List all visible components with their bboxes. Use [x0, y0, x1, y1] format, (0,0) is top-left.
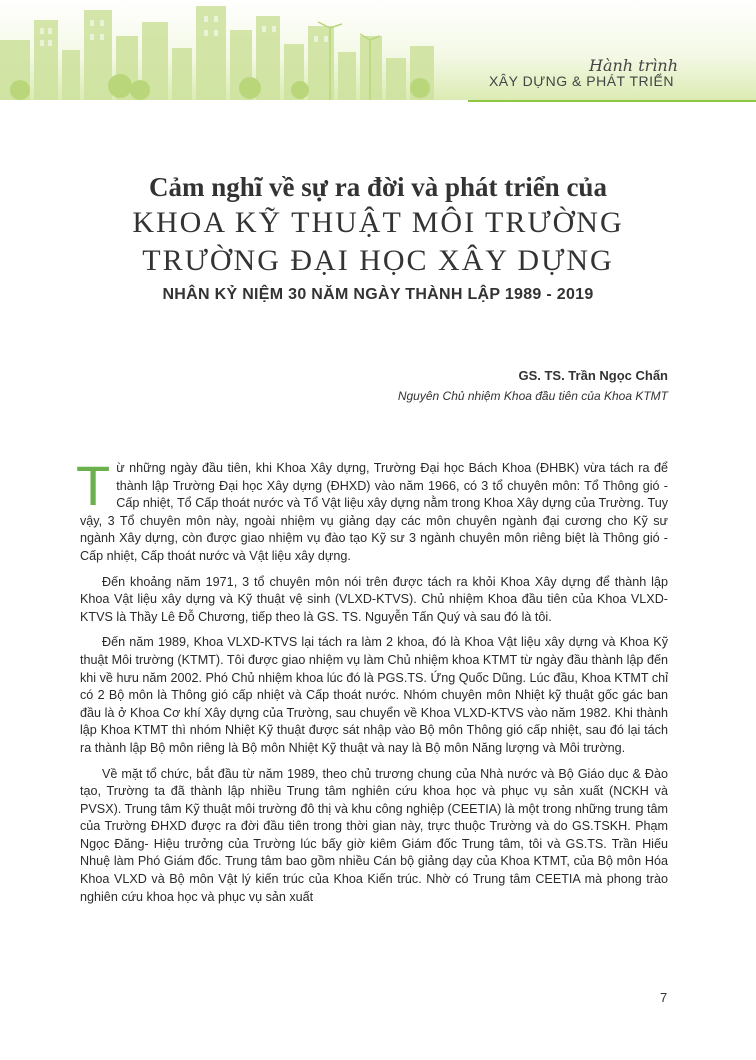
title-line-3: TRƯỜNG ĐẠI HỌC XÂY DỰNG	[142, 244, 614, 277]
title-line-2: KHOA KỸ THUẬT MÔI TRƯỜNG	[132, 206, 624, 239]
header-banner	[0, 0, 756, 100]
paragraph-3: Đến năm 1989, Khoa VLXD-KTVS lại tách ra làm 2 khoa, đó là Khoa Vật liệu xây dựng và Khoa Kỹ thuật Môi trường (KTMT). Tôi được giao nhiệm vụ làm Chủ nhiệm khoa KTMT từ ngày đầu thành lập đến khi về hưu năm 2002. Phó Chủ nhiệm khoa lúc đó là PGS.TS. Ứng Quốc Dũng. Lúc đầu, Khoa KTMT chỉ có 2 Bộ môn là Thông gió cấp nhiệt và Cấp thoát nước. Nhóm chuyên môn Nhiệt kỹ thuật gốc gác ban đầu là ở Khoa Cơ khí Xây dựng của Trường, sau chuyển về Khoa VLXD-KTVS vào năm 1982. Khi thành lập Khoa KTMT thì nhóm Nhiệt Kỹ thuật được sát nhập vào Bộ môn Thông gió cấp nhiệt, sau đó lại tách ra thành lập Bộ môn riêng là Bộ môn Nhiệt Kỹ thuật và nay là Bộ môn Năng lượng và Môi trường.	[80, 635, 668, 755]
article-title	[0, 170, 756, 304]
series-heading	[488, 56, 678, 89]
author-block	[398, 368, 668, 403]
author-role: Nguyên Chủ nhiệm Khoa đầu tiên của Khoa KTMT	[397, 389, 668, 403]
paragraph-2: Đến khoảng năm 1971, 3 tổ chuyên môn nói trên được tách ra khỏi Khoa Xây dựng để thành lập Khoa Vật liệu xây dựng và Kỹ thuật vệ sinh (VLXD-KTVS). Chủ nhiệm Khoa đầu tiên của Khoa VLXD-KTVS là Thầy Lê Đỗ Chương, tiếp theo là GS. TS. Nguyễn Tấn Quý và sau đó là tôi.	[80, 574, 668, 624]
page-number: 7	[660, 990, 668, 1005]
header-rule	[468, 100, 756, 102]
series-script-text: Hành trình	[589, 56, 678, 75]
author-name: GS. TS. Trần Ngọc Chấn	[518, 368, 668, 383]
article-body	[76, 454, 668, 914]
drop-cap: T	[76, 454, 111, 517]
title-line-1: Cảm nghĩ về sự ra đời và phát triển của	[149, 172, 607, 202]
paragraph-1	[76, 454, 668, 566]
paragraph-1-text: ừ những ngày đầu tiên, khi Khoa Xây dựng, Trường Đại học Bách Khoa (ĐHBK) vừa tách ra để thành lập Trường Đại học Xây dựng (ĐHXD) vào năm 1966, có 3 tổ chuyên môn: Tổ Thông gió - Cấp nhiệt, Tổ Cấp thoát nước và Tổ Vật liệu xây dựng nằm trong Khoa Xây dựng của Trường. Tuy vậy, 3 Tổ chuyên môn này, ngoài nhiệm vụ giảng dạy các môn chuyên ngành đại cương cho Kỹ sư ngành Xây dựng, còn được giao nhiệm vụ đào tạo Kỹ sư 3 ngành chuyên môn riêng biệt là Thông gió - Cấp nhiệt, Cấp thoát nước và Vật liệu xây dựng.	[80, 461, 668, 563]
paragraph-4: Về mặt tổ chức, bắt đầu từ năm 1989, theo chủ trương chung của Nhà nước và Bộ Giáo dục & Đào tạo, Trường ta đã thành lập nhiều Trung tâm nghiên cứu khoa học và phục vụ sản xuất (NCKH và PVSX). Trung tâm Kỹ thuật môi trường đô thị và khu công nghiệp (CEETIA) là một trong những trung tâm của Trường ĐHXD được ra đời đầu tiên trong thời gian này, trực thuộc Trường và do GS.TSKH. Phạm Ngọc Đăng- Hiệu trưởng của Trường lúc bấy giờ kiêm Giám đốc Trung tâm, tôi và GS.TS. Trần Hiếu Nhuệ làm Phó Giám đốc. Trung tâm bao gồm nhiều Cán bộ giảng dạy của Khoa KTMT, của Bộ môn Hóa Khoa VLXD và Bộ môn Vật lý kiến trúc của Khoa Kiến trúc. Nhờ có Trung tâm CEETIA mà phong trào nghiên cứu khoa học và phục vụ sản xuất	[80, 766, 668, 904]
series-title: XÂY DỰNG & PHÁT TRIỂN	[488, 73, 674, 89]
title-subtitle: NHÂN KỶ NIỆM 30 NĂM NGÀY THÀNH LẬP 1989 - 2019	[162, 286, 594, 303]
